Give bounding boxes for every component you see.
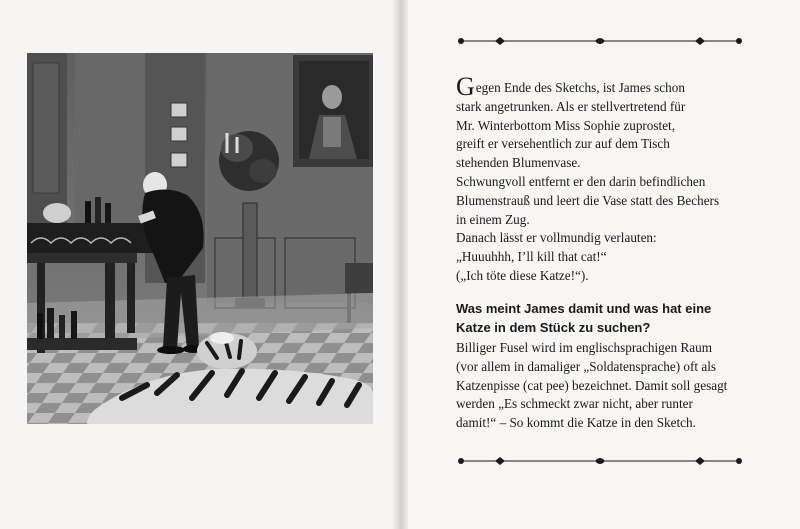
intro-paragraph (456, 72, 756, 286)
intro-line-11: („Ich töte diese Katze!“). (456, 267, 589, 283)
drop-cap: G (456, 72, 475, 101)
photo-tiger-rug-scene (27, 53, 373, 424)
intro-line-3: Mr. Winterbottom Miss Sophie zuprostet, (456, 117, 676, 133)
intro-line-6: Schwungvoll entfernt er den darin befindlichen (456, 173, 706, 189)
intro-line-5: stehenden Blumenvase. (456, 155, 581, 171)
answer-line-2: (vor allem in damaliger „Soldatensprache) oft als (456, 358, 716, 374)
intro-line-4: greift er versehentlich zur auf dem Tisch (456, 136, 670, 152)
intro-line-8: in einem Zug. (456, 211, 530, 227)
intro-line-2: stark angetrunken. Als er stellvertretend für (456, 98, 686, 114)
ornament-top (455, 35, 745, 47)
answer-paragraph (456, 339, 756, 433)
question-heading (456, 299, 756, 337)
answer-line-3: Katzenpisse (cat pee) bezeichnet. Damit soll gesagt (456, 377, 728, 393)
answer-line-4: werden „Es schmeckt zwar nicht, aber runter (456, 396, 693, 412)
question-line-1: Was meint James damit und was hat eine (456, 301, 712, 316)
question-line-2: Katze in dem Stück zu suchen? (456, 320, 651, 335)
answer-line-5: damit!“ – So kommt die Katze in den Sketch. (456, 415, 696, 431)
intro-line-1: Gegen Ende des Sketchs, ist James schon (456, 72, 685, 101)
book-gutter (392, 0, 408, 529)
intro-line-10: „Huuuhhh, I’ll kill that cat!“ (456, 249, 607, 265)
answer-line-1: Billiger Fusel wird im englischsprachigen Raum (456, 340, 713, 355)
ornament-bottom (455, 455, 745, 467)
intro-line-9: Danach lässt er vollmundig verlauten: (456, 230, 657, 246)
intro-line-7: Blumenstrauß und leert die Vase statt des Bechers (456, 192, 720, 208)
